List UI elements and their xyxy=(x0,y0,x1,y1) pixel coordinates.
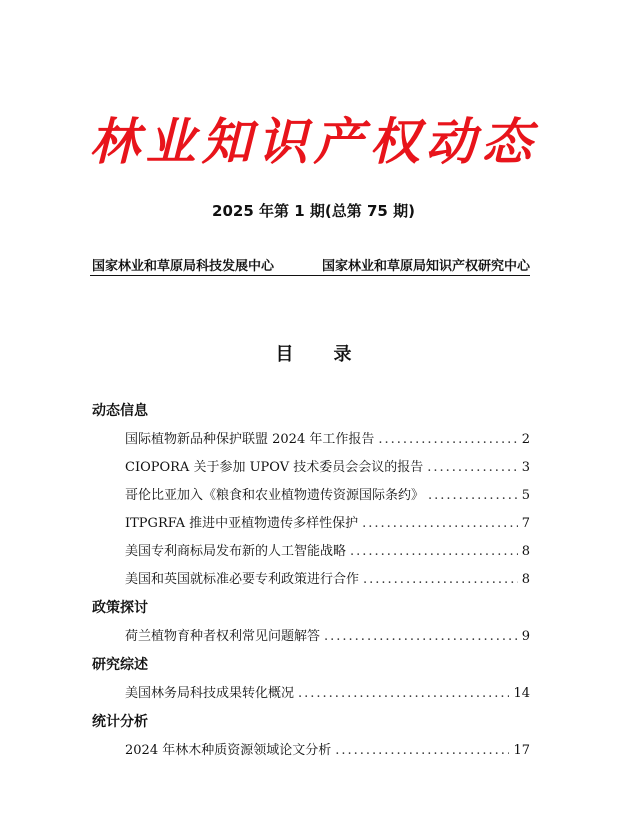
toc-entry[interactable] xyxy=(92,623,530,651)
toc-entry[interactable] xyxy=(92,538,530,566)
dot-leader xyxy=(428,482,518,510)
toc-entry-page: 9 xyxy=(521,629,530,644)
dot-leader xyxy=(362,510,518,538)
toc-section-title: 研究综述 xyxy=(92,657,148,673)
dot-leader xyxy=(363,566,518,594)
toc-entry-page: 3 xyxy=(521,460,530,475)
toc-entry[interactable] xyxy=(92,426,530,454)
table-of-contents xyxy=(92,397,530,765)
dot-leader xyxy=(298,680,509,708)
toc-entry-page: 2 xyxy=(521,432,530,447)
toc-section-title: 政策探讨 xyxy=(92,600,148,616)
toc-section-title: 动态信息 xyxy=(92,403,148,419)
dot-leader xyxy=(350,538,518,566)
toc-entry[interactable] xyxy=(92,566,530,594)
toc-entry-title: CIOPORA 关于参加 UPOV 技术委员会会议的报告 xyxy=(125,460,424,475)
toc-heading-text: 目录 xyxy=(275,344,392,365)
toc-entry-page: 8 xyxy=(521,572,530,587)
toc-entry[interactable] xyxy=(92,482,530,510)
toc-entry-title: 2024 年林木种质资源领域论文分析 xyxy=(125,743,332,758)
dot-leader xyxy=(378,426,517,454)
toc-entry-title: ITPGRFA 推进中亚植物遗传多样性保护 xyxy=(125,516,359,531)
toc-entry-title: 哥伦比亚加入《粮食和农业植物遗传资源国际条约》 xyxy=(125,488,425,503)
publication-title: 林业知识产权动态 xyxy=(89,112,538,171)
publisher-right: 国家林业和草原局知识产权研究中心 xyxy=(321,259,530,274)
toc-entry-page: 14 xyxy=(513,686,530,701)
issue-number: 2025 年第 1 期(总第 75 期) xyxy=(212,202,415,220)
toc-entry-title: 美国专利商标局发布新的人工智能战略 xyxy=(125,544,347,559)
toc-entry[interactable] xyxy=(92,737,530,765)
toc-entry-page: 8 xyxy=(521,544,530,559)
toc-entry-title: 美国和英国就标准必要专利政策进行合作 xyxy=(125,572,360,587)
dot-leader xyxy=(324,623,518,651)
toc-entry-title: 荷兰植物育种者权利常见问题解答 xyxy=(125,629,321,644)
publisher-line xyxy=(92,255,530,274)
toc-entry-page: 5 xyxy=(521,488,530,503)
toc-entry-title: 国际植物新品种保护联盟 2024 年工作报告 xyxy=(125,432,375,447)
toc-entry-page: 17 xyxy=(513,743,530,758)
publisher-left: 国家林业和草原局科技发展中心 xyxy=(92,259,275,274)
toc-entry[interactable] xyxy=(92,680,530,708)
toc-heading xyxy=(0,340,627,366)
dot-leader xyxy=(427,454,517,482)
header-divider xyxy=(90,275,530,276)
toc-section-title: 统计分析 xyxy=(92,714,148,730)
toc-entry[interactable] xyxy=(92,454,530,482)
toc-entry[interactable] xyxy=(92,510,530,538)
dot-leader xyxy=(335,737,509,765)
toc-entry-title: 美国林务局科技成果转化概况 xyxy=(125,686,295,701)
toc-entry-page: 7 xyxy=(521,516,530,531)
